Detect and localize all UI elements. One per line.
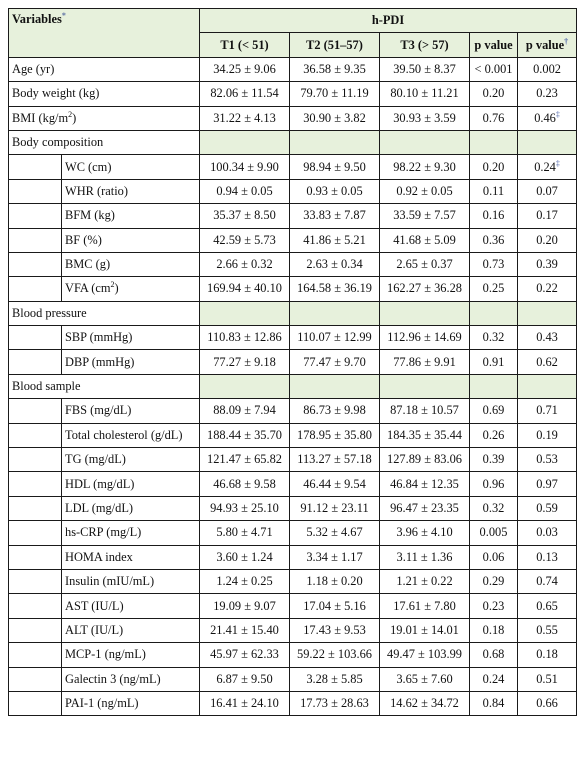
tertile-3-value: 0.92 ± 0.05: [380, 179, 470, 203]
table-row: [9, 399, 577, 423]
variable-label: [62, 594, 200, 618]
table-row: [9, 350, 577, 374]
p-value-adjusted: [518, 155, 577, 179]
table-row: [9, 618, 577, 642]
p-value: 0.23: [470, 594, 518, 618]
tertile-2-value: 164.58 ± 36.19: [290, 277, 380, 301]
p-value: 0.005: [470, 521, 518, 545]
variables-footnote-mark: *: [61, 11, 66, 20]
tertile-3-value: 80.10 ± 11.21: [380, 82, 470, 106]
p-value-adjusted-text: 0.23: [536, 86, 558, 101]
p-value-adjusted: [518, 569, 577, 593]
p-value-adjusted-label: p value: [525, 37, 565, 52]
tertile-3-value: 17.61 ± 7.80: [380, 594, 470, 618]
p-value-adjusted-text: 0.71: [536, 403, 558, 418]
variable-label-text: PAI-1 (ng/mL): [65, 696, 139, 711]
tertile-1-value: 110.83 ± 12.86: [200, 326, 290, 350]
tertile-1-value: 42.59 ± 5.73: [200, 228, 290, 252]
t3-header: T3 (> 57): [380, 33, 470, 57]
empty-cell: [518, 130, 577, 154]
p-value: 0.96: [470, 472, 518, 496]
variables-header-label: Variables: [12, 12, 62, 26]
table-row: [9, 326, 577, 350]
table-row: [9, 82, 577, 106]
table-row: [9, 472, 577, 496]
unit-superscript: 2: [110, 280, 115, 290]
tertile-3-value: 1.21 ± 0.22: [380, 569, 470, 593]
tertile-2-value: 178.95 ± 35.80: [290, 423, 380, 447]
p-value: 0.39: [470, 448, 518, 472]
p-value: 0.11: [470, 179, 518, 203]
p-value-adjusted: [518, 594, 577, 618]
empty-cell: [290, 301, 380, 325]
variable-label-text: HOMA index: [65, 549, 133, 564]
p-value: 0.68: [470, 643, 518, 667]
p-value-adjusted: [518, 252, 577, 276]
p-value-adjusted-text: 0.13: [536, 549, 558, 564]
variable-label: [62, 545, 200, 569]
tertile-2-value: 79.70 ± 11.19: [290, 82, 380, 106]
p-value-adjusted: [518, 326, 577, 350]
table-row: [9, 448, 577, 472]
variable-label: [62, 179, 200, 203]
p-value: 0.32: [470, 496, 518, 520]
variable-label: [62, 399, 200, 423]
t2-header: T2 (51–57): [290, 33, 380, 57]
table-row: [9, 106, 577, 130]
variable-label: [62, 472, 200, 496]
p-value-adjusted-text: 0.46: [534, 110, 556, 125]
p-value-adjusted: [518, 618, 577, 642]
empty-cell: [470, 374, 518, 398]
indent-cell: [9, 521, 62, 545]
table-row: [9, 252, 577, 276]
variable-label-text: Body weight (kg): [12, 86, 100, 101]
indent-cell: [9, 326, 62, 350]
table-row: [9, 691, 577, 715]
empty-cell: [470, 301, 518, 325]
p-value-adjusted: [518, 545, 577, 569]
p-value-adjusted: [518, 667, 577, 691]
p-value-adjusted-text: 0.19: [536, 427, 558, 442]
variable-label-text: Insulin (mIU/mL): [65, 574, 155, 589]
empty-cell: [518, 301, 577, 325]
p-value-adjusted: [518, 82, 577, 106]
variable-label-text: Age (yr): [12, 61, 55, 76]
tertile-2-value: 2.63 ± 0.34: [290, 252, 380, 276]
tertile-2-value: 36.58 ± 9.35: [290, 57, 380, 81]
tertile-3-value: 49.47 ± 103.99: [380, 643, 470, 667]
variable-label: [62, 423, 200, 447]
variable-label-text: hs-CRP (mg/L): [65, 525, 142, 540]
tertile-2-value: 77.47 ± 9.70: [290, 350, 380, 374]
tertile-1-value: 46.68 ± 9.58: [200, 472, 290, 496]
empty-cell: [380, 301, 470, 325]
variable-label-text: ALT (IU/L): [65, 622, 124, 637]
tertile-3-value: 3.96 ± 4.10: [380, 521, 470, 545]
empty-cell: [380, 374, 470, 398]
variable-label: [62, 350, 200, 374]
tertile-3-value: 112.96 ± 14.69: [380, 326, 470, 350]
variable-label: [62, 252, 200, 276]
tertile-3-value: 2.65 ± 0.37: [380, 252, 470, 276]
tertile-3-value: 96.47 ± 23.35: [380, 496, 470, 520]
variable-label-text: FBS (mg/dL): [65, 403, 132, 418]
tertile-1-value: 35.37 ± 8.50: [200, 204, 290, 228]
tertile-2-value: 5.32 ± 4.67: [290, 521, 380, 545]
tertile-2-value: 3.34 ± 1.17: [290, 545, 380, 569]
tertile-2-value: 3.28 ± 5.85: [290, 667, 380, 691]
tertile-1-value: 88.09 ± 7.94: [200, 399, 290, 423]
variable-label: [62, 326, 200, 350]
p-value-adjusted-text: 0.07: [536, 183, 558, 198]
table-row: [9, 179, 577, 203]
tertile-3-value: 41.68 ± 5.09: [380, 228, 470, 252]
variable-label: [9, 106, 200, 130]
p-value: 0.06: [470, 545, 518, 569]
variable-label-text: AST (IU/L): [65, 598, 124, 613]
variable-label: [9, 57, 200, 81]
p-value: 0.25: [470, 277, 518, 301]
empty-cell: [290, 130, 380, 154]
indent-cell: [9, 179, 62, 203]
table-row: [9, 569, 577, 593]
tertile-3-value: 87.18 ± 10.57: [380, 399, 470, 423]
variable-label-text: HDL (mg/dL): [65, 476, 135, 491]
tertile-3-value: 39.50 ± 8.37: [380, 57, 470, 81]
indent-cell: [9, 423, 62, 447]
tertile-1-value: 82.06 ± 11.54: [200, 82, 290, 106]
p-value: 0.16: [470, 204, 518, 228]
p-value-adjusted: [518, 277, 577, 301]
variable-label: [62, 277, 200, 301]
table-row: [9, 228, 577, 252]
table-row: [9, 667, 577, 691]
tertile-1-value: 45.97 ± 62.33: [200, 643, 290, 667]
indent-cell: [9, 228, 62, 252]
p-value-adjusted-text: 0.24: [534, 159, 556, 174]
variable-label-text: BFM (kg): [65, 208, 115, 223]
p-value-adjusted-text: 0.03: [536, 525, 558, 540]
tertile-2-value: 1.18 ± 0.20: [290, 569, 380, 593]
indent-cell: [9, 691, 62, 715]
p-value-adjusted-text: 0.002: [533, 61, 561, 76]
p-value-adjusted-text: 0.59: [536, 501, 558, 515]
unit-close: ): [114, 281, 119, 296]
h-pdi-group-header: h-PDI: [200, 9, 577, 33]
tertile-3-value: 162.27 ± 36.28: [380, 277, 470, 301]
variable-label-text: TG (mg/dL): [65, 452, 126, 467]
tertile-1-value: 94.93 ± 25.10: [200, 496, 290, 520]
p-value: < 0.001: [470, 57, 518, 81]
results-table: [8, 8, 577, 716]
indent-cell: [9, 155, 62, 179]
p-value-adjusted: [518, 448, 577, 472]
tertile-2-value: 113.27 ± 57.18: [290, 448, 380, 472]
p-value-adjusted-text: 0.51: [536, 671, 558, 686]
tertile-3-value: 3.11 ± 1.36: [380, 545, 470, 569]
p-value-adjusted: [518, 57, 577, 81]
p-value-adjusted-text: 0.62: [536, 354, 558, 369]
tertile-2-value: 91.12 ± 23.11: [290, 496, 380, 520]
indent-cell: [9, 204, 62, 228]
variable-label-text: BMI (kg/m: [12, 110, 69, 125]
tertile-1-value: 3.60 ± 1.24: [200, 545, 290, 569]
empty-cell: [290, 374, 380, 398]
tertile-2-value: 110.07 ± 12.99: [290, 326, 380, 350]
table-row: [9, 496, 577, 520]
dagger-footnote-mark: †: [564, 36, 569, 46]
variable-label: [62, 618, 200, 642]
tertile-1-value: 77.27 ± 9.18: [200, 350, 290, 374]
unit-superscript: 2: [68, 109, 73, 119]
unit-close: ): [72, 110, 77, 125]
empty-cell: [380, 130, 470, 154]
variable-label-text: SBP (mmHg): [65, 330, 133, 345]
variables-header: [9, 9, 200, 58]
table-row: [9, 423, 577, 447]
p-value-header: p value: [470, 33, 518, 57]
section-label: Blood pressure: [9, 301, 200, 325]
p-value: 0.20: [470, 155, 518, 179]
p-value-adjusted-text: 0.22: [536, 281, 558, 296]
p-value-adjusted-text: 0.20: [536, 232, 558, 247]
p-value: 0.84: [470, 691, 518, 715]
tertile-3-value: 33.59 ± 7.57: [380, 204, 470, 228]
indent-cell: [9, 448, 62, 472]
indent-cell: [9, 252, 62, 276]
variable-label: [62, 521, 200, 545]
p-value: 0.73: [470, 252, 518, 276]
section-row: [9, 130, 577, 154]
variable-label-text: DBP (mmHg): [65, 354, 135, 369]
double-dagger-mark: ‡: [555, 158, 560, 168]
tertile-1-value: 21.41 ± 15.40: [200, 618, 290, 642]
tertile-2-value: 30.90 ± 3.82: [290, 106, 380, 130]
variable-label-text: MCP-1 (ng/mL): [65, 647, 146, 662]
variable-label: [62, 667, 200, 691]
p-value-adjusted-text: 0.74: [536, 574, 558, 589]
tertile-2-value: 17.04 ± 5.16: [290, 594, 380, 618]
tertile-3-value: 3.65 ± 7.60: [380, 667, 470, 691]
variable-label-text: Total cholesterol (g/dL): [65, 427, 183, 442]
table-body: [9, 57, 577, 716]
p-value: 0.26: [470, 423, 518, 447]
variable-label-text: BF (%): [65, 232, 102, 247]
tertile-1-value: 5.80 ± 4.71: [200, 521, 290, 545]
tertile-2-value: 33.83 ± 7.87: [290, 204, 380, 228]
empty-cell: [518, 374, 577, 398]
indent-cell: [9, 350, 62, 374]
tertile-2-value: 17.73 ± 28.63: [290, 691, 380, 715]
tertile-1-value: 31.22 ± 4.13: [200, 106, 290, 130]
tertile-2-value: 59.22 ± 103.66: [290, 643, 380, 667]
table-row: [9, 204, 577, 228]
table-row: [9, 155, 577, 179]
section-label: Body composition: [9, 130, 200, 154]
p-value-adjusted: [518, 106, 577, 130]
table-row: [9, 643, 577, 667]
tertile-2-value: 17.43 ± 9.53: [290, 618, 380, 642]
t1-header: T1 (< 51): [200, 33, 290, 57]
tertile-1-value: 6.87 ± 9.50: [200, 667, 290, 691]
p-value-adjusted: [518, 472, 577, 496]
variable-label: [62, 569, 200, 593]
indent-cell: [9, 618, 62, 642]
table-row: [9, 545, 577, 569]
variable-label: [62, 496, 200, 520]
tertile-1-value: 1.24 ± 0.25: [200, 569, 290, 593]
p-value-adjusted-text: 0.43: [536, 330, 558, 345]
p-value-adjusted: [518, 521, 577, 545]
tertile-1-value: 34.25 ± 9.06: [200, 57, 290, 81]
p-value: 0.69: [470, 399, 518, 423]
p-value-adjusted: [518, 204, 577, 228]
p-value-adjusted: [518, 350, 577, 374]
variable-label-text: WHR (ratio): [65, 183, 128, 198]
tertile-1-value: 0.94 ± 0.05: [200, 179, 290, 203]
indent-cell: [9, 472, 62, 496]
variable-label-text: LDL (mg/dL): [65, 501, 134, 515]
table-row: [9, 594, 577, 618]
p-value-adjusted-text: 0.17: [536, 208, 558, 223]
tertile-3-value: 46.84 ± 12.35: [380, 472, 470, 496]
p-value: 0.76: [470, 106, 518, 130]
variable-label: [62, 643, 200, 667]
tertile-1-value: 16.41 ± 24.10: [200, 691, 290, 715]
p-value-adjusted-text: 0.66: [536, 696, 558, 711]
variable-label: [62, 155, 200, 179]
tertile-3-value: 30.93 ± 3.59: [380, 106, 470, 130]
indent-cell: [9, 569, 62, 593]
p-value-adjusted: [518, 643, 577, 667]
p-value-adjusted-text: 0.53: [536, 452, 558, 467]
p-value-adjusted: [518, 423, 577, 447]
p-value: 0.36: [470, 228, 518, 252]
p-value-adjusted: [518, 691, 577, 715]
tertile-3-value: 19.01 ± 14.01: [380, 618, 470, 642]
indent-cell: [9, 667, 62, 691]
indent-cell: [9, 545, 62, 569]
p-value-adjusted: [518, 496, 577, 520]
tertile-3-value: 184.35 ± 35.44: [380, 423, 470, 447]
tertile-3-value: 77.86 ± 9.91: [380, 350, 470, 374]
tertile-1-value: 19.09 ± 9.07: [200, 594, 290, 618]
empty-cell: [470, 130, 518, 154]
p-value: 0.29: [470, 569, 518, 593]
variable-label: [62, 448, 200, 472]
indent-cell: [9, 643, 62, 667]
variable-label: [62, 228, 200, 252]
tertile-1-value: 100.34 ± 9.90: [200, 155, 290, 179]
p-value-adjusted: [518, 228, 577, 252]
variable-label-text: WC (cm): [65, 159, 112, 174]
tertile-2-value: 41.86 ± 5.21: [290, 228, 380, 252]
tertile-2-value: 0.93 ± 0.05: [290, 179, 380, 203]
variable-label-text: VFA (cm: [65, 281, 111, 296]
tertile-1-value: 188.44 ± 35.70: [200, 423, 290, 447]
indent-cell: [9, 277, 62, 301]
p-value: 0.20: [470, 82, 518, 106]
p-value: 0.24: [470, 667, 518, 691]
tertile-2-value: 86.73 ± 9.98: [290, 399, 380, 423]
p-value-adjusted-text: 0.97: [536, 476, 558, 491]
p-value-adjusted-text: 0.39: [536, 257, 558, 272]
tertile-1-value: 121.47 ± 65.82: [200, 448, 290, 472]
table-row: [9, 57, 577, 81]
section-row: [9, 374, 577, 398]
tertile-3-value: 14.62 ± 34.72: [380, 691, 470, 715]
p-value-adjusted-header: [518, 33, 577, 57]
p-value-adjusted: [518, 399, 577, 423]
variable-label-text: BMC (g): [65, 257, 111, 272]
tertile-2-value: 98.94 ± 9.50: [290, 155, 380, 179]
p-value-adjusted-text: 0.65: [536, 598, 558, 613]
tertile-3-value: 127.89 ± 83.06: [380, 448, 470, 472]
variable-label: [9, 82, 200, 106]
section-row: [9, 301, 577, 325]
variable-label: [62, 691, 200, 715]
tertile-1-value: 2.66 ± 0.32: [200, 252, 290, 276]
tertile-2-value: 46.44 ± 9.54: [290, 472, 380, 496]
double-dagger-mark: ‡: [555, 109, 560, 119]
tertile-3-value: 98.22 ± 9.30: [380, 155, 470, 179]
empty-cell: [200, 374, 290, 398]
variable-label-text: Galectin 3 (ng/mL): [65, 671, 161, 686]
indent-cell: [9, 399, 62, 423]
tertile-1-value: 169.94 ± 40.10: [200, 277, 290, 301]
p-value: 0.18: [470, 618, 518, 642]
empty-cell: [200, 301, 290, 325]
variable-label: [62, 204, 200, 228]
section-label: Blood sample: [9, 374, 200, 398]
table-row: [9, 521, 577, 545]
p-value-adjusted-text: 0.55: [536, 622, 558, 637]
indent-cell: [9, 496, 62, 520]
empty-cell: [200, 130, 290, 154]
p-value: 0.91: [470, 350, 518, 374]
p-value-adjusted-text: 0.18: [536, 647, 558, 662]
table-row: [9, 277, 577, 301]
p-value: 0.32: [470, 326, 518, 350]
p-value-adjusted: [518, 179, 577, 203]
indent-cell: [9, 594, 62, 618]
